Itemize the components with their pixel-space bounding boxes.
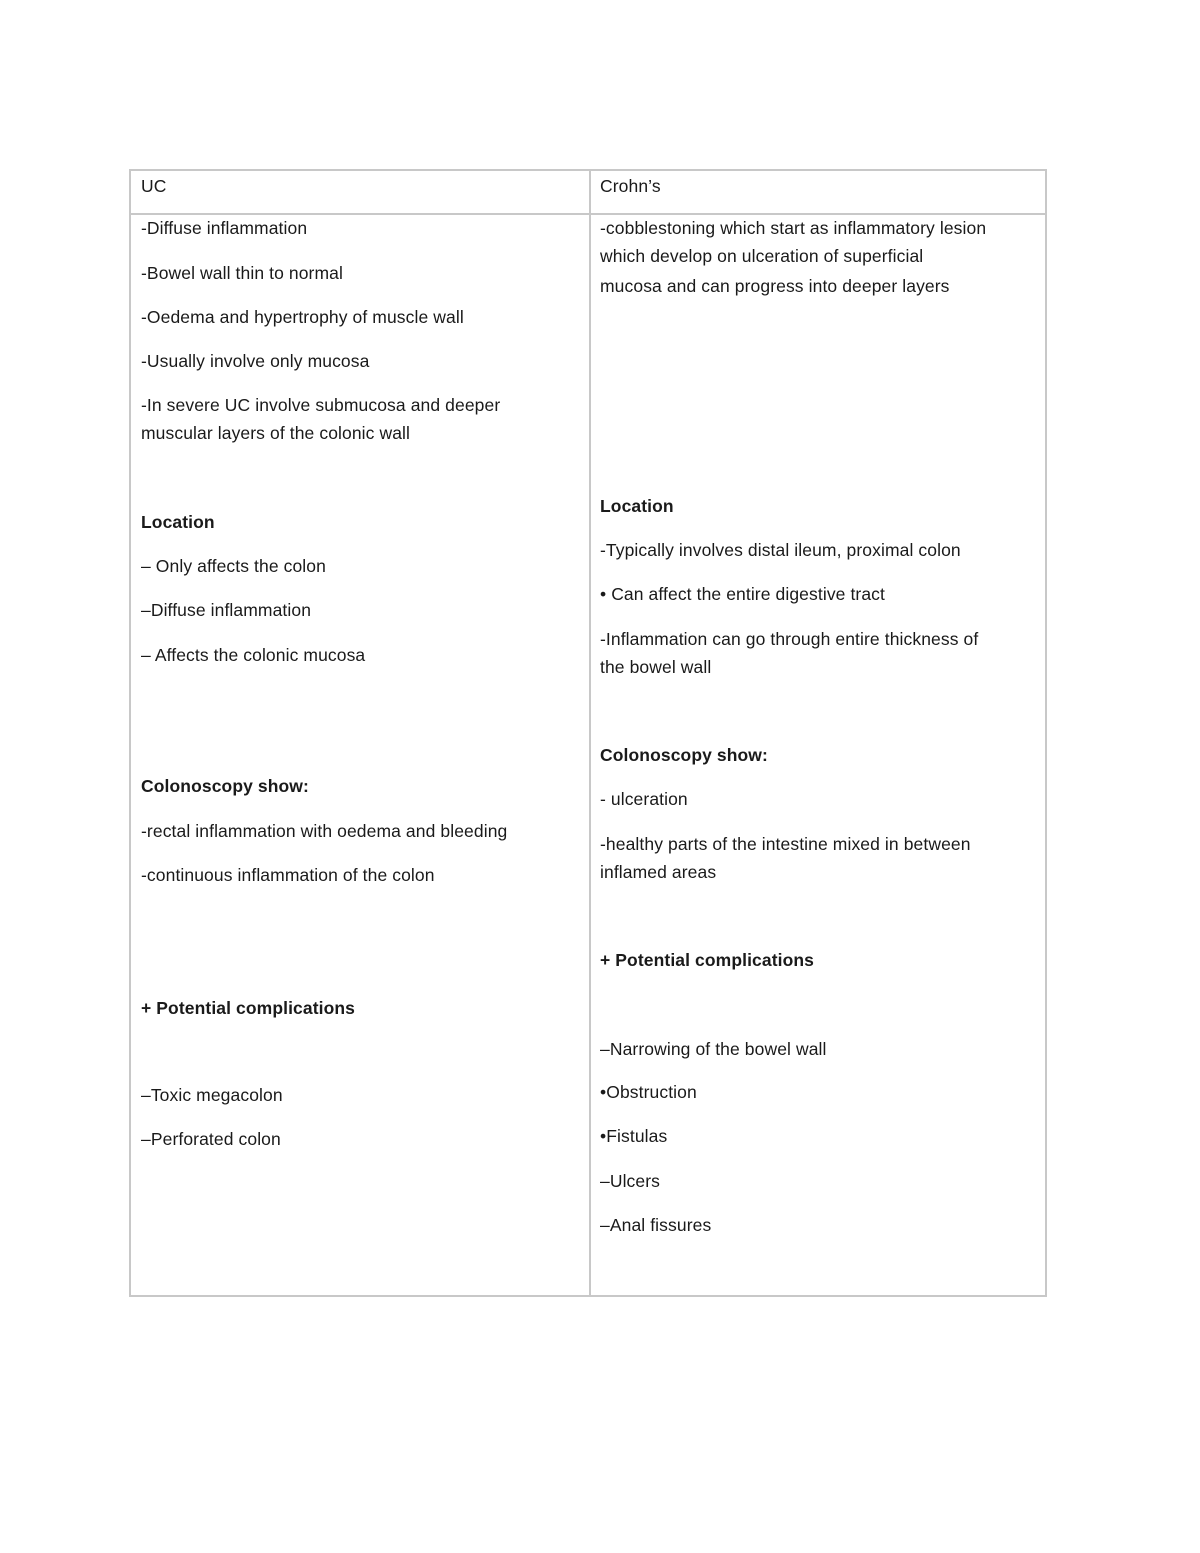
crohns-location-line: -Typically involves distal ileum, proximal colon [600,540,961,560]
crohns-colonoscopy-heading: Colonoscopy show: [600,745,768,765]
uc-pathology-line: -Diffuse inflammation [141,218,308,238]
column-divider [589,171,591,1295]
uc-pathology-line: -Oedema and hypertrophy of muscle wall [141,307,464,327]
uc-complication-line: –Toxic megacolon [141,1085,283,1105]
uc-location-line: – Affects the colonic mucosa [141,645,366,665]
crohns-complication-line: –Anal fissures [600,1215,712,1235]
crohns-location-line: the bowel wall [600,657,712,677]
crohns-colonoscopy-line: inflamed areas [600,862,717,882]
crohns-pathology-line: mucosa and can progress into deeper layers [600,276,950,296]
uc-complication-line: –Perforated colon [141,1129,281,1149]
crohns-complication-line: •Fistulas [600,1126,668,1146]
uc-location-line: –Diffuse inflammation [141,600,312,620]
uc-colonoscopy-heading: Colonoscopy show: [141,776,309,796]
uc-complications-heading: + Potential complications [141,998,356,1018]
uc-pathology-line: -Bowel wall thin to normal [141,263,343,283]
uc-colonoscopy-line: -continuous inflammation of the colon [141,865,435,885]
header-uc: UC [141,176,167,196]
uc-colonoscopy-line: -rectal inflammation with oedema and bleeding [141,821,508,841]
uc-location-heading: Location [141,512,215,532]
crohns-colonoscopy-line: -healthy parts of the intestine mixed in between [600,834,971,854]
crohns-pathology-line: which develop on ulceration of superficial [600,246,924,266]
uc-pathology-line: -In severe UC involve submucosa and deeper [141,395,501,415]
crohns-colonoscopy-line: - ulceration [600,789,688,809]
crohns-complications-heading: + Potential complications [600,950,815,970]
crohns-pathology-line: -cobblestoning which start as inflammatory lesion [600,218,987,238]
crohns-location-line: -Inflammation can go through entire thickness of [600,629,979,649]
crohns-complication-line: –Narrowing of the bowel wall [600,1039,827,1059]
crohns-complication-line: •Obstruction [600,1082,697,1102]
crohns-location-line: • Can affect the entire digestive tract [600,584,885,604]
crohns-location-heading: Location [600,496,674,516]
header-crohns: Crohn’s [600,176,661,196]
crohns-complication-line: –Ulcers [600,1171,661,1191]
uc-pathology-line: -Usually involve only mucosa [141,351,370,371]
uc-pathology-line: muscular layers of the colonic wall [141,423,411,443]
uc-location-line: – Only affects the colon [141,556,326,576]
